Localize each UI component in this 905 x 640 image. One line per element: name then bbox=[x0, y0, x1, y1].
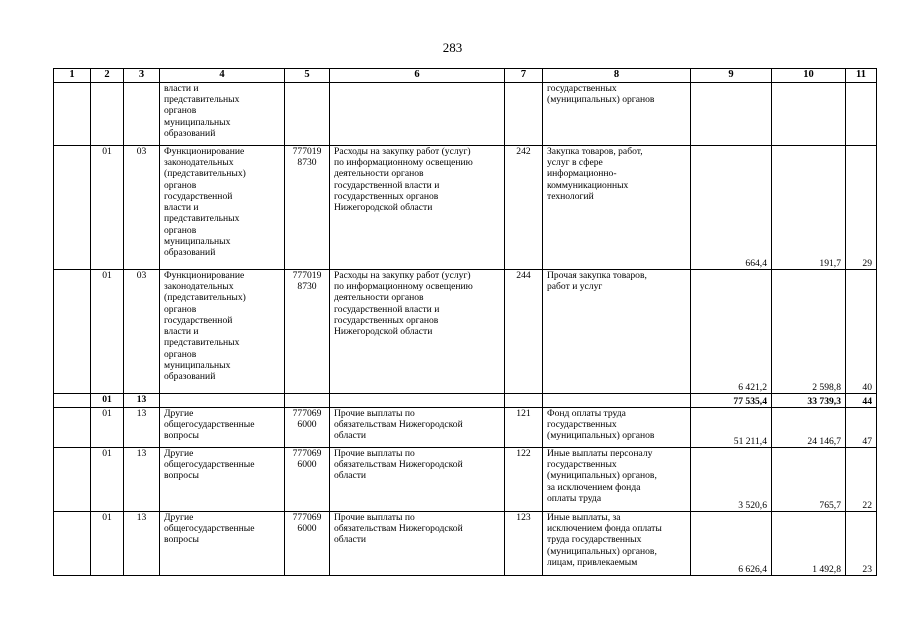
percent-value: 47 bbox=[846, 408, 877, 448]
amount-value: 77 535,4 bbox=[691, 394, 772, 408]
budget-table bbox=[53, 68, 877, 576]
column-header: 6 bbox=[330, 69, 505, 83]
percent-value: 40 bbox=[846, 270, 877, 394]
column-header: 2 bbox=[91, 69, 124, 83]
column-header: 1 bbox=[54, 69, 91, 83]
section-code: 01 bbox=[91, 408, 124, 448]
expense-type-name: Прочая закупка товаров, работ и услуг bbox=[543, 270, 691, 394]
subsection-name: Функционирование законодательных (представительных) органов государственной власти и представительных органов муниципальных образований bbox=[160, 146, 285, 270]
column-header: 3 bbox=[124, 69, 160, 83]
percent-value: 23 bbox=[846, 512, 877, 576]
expense-type-code bbox=[505, 394, 543, 408]
table-row bbox=[54, 408, 877, 448]
subsection-code: 13 bbox=[124, 394, 160, 408]
table-row bbox=[54, 448, 877, 512]
subsection-name: Функционирование законодательных (представительных) органов государственной власти и представительных органов муниципальных образований bbox=[160, 270, 285, 394]
column-header: 9 bbox=[691, 69, 772, 83]
section-code: 01 bbox=[91, 394, 124, 408]
subsection-code: 03 bbox=[124, 270, 160, 394]
expense-type-name: Иные выплаты, за исключением фонда оплаты труда государственных (муниципальных) органов, лицам, привлекаемым bbox=[543, 512, 691, 576]
target-article-name bbox=[330, 83, 505, 146]
expense-type-name: Фонд оплаты труда государственных (муниципальных) органов bbox=[543, 408, 691, 448]
cell bbox=[54, 512, 91, 576]
subsection-name: Другие общегосударственные вопросы bbox=[160, 512, 285, 576]
column-header: 4 bbox=[160, 69, 285, 83]
expense-type-code: 242 bbox=[505, 146, 543, 270]
amount-value: 664,4 bbox=[691, 146, 772, 270]
expense-type-code: 244 bbox=[505, 270, 543, 394]
target-article-code bbox=[285, 394, 330, 408]
target-article-name bbox=[330, 394, 505, 408]
cell bbox=[54, 408, 91, 448]
expense-type-code: 123 bbox=[505, 512, 543, 576]
cell bbox=[54, 448, 91, 512]
expense-type-name: Закупка товаров, работ, услуг в сфере информационно- коммуникационных технологий bbox=[543, 146, 691, 270]
amount-value: 191,7 bbox=[772, 146, 846, 270]
amount-value: 3 520,6 bbox=[691, 448, 772, 512]
expense-type-code: 122 bbox=[505, 448, 543, 512]
target-article-code bbox=[285, 83, 330, 146]
amount-value: 2 598,8 bbox=[772, 270, 846, 394]
amount-value: 51 211,4 bbox=[691, 408, 772, 448]
amount-value: 765,7 bbox=[772, 448, 846, 512]
column-header: 11 bbox=[846, 69, 877, 83]
cell bbox=[54, 394, 91, 408]
expense-type-name: государственных (муниципальных) органов bbox=[543, 83, 691, 146]
section-code: 01 bbox=[91, 270, 124, 394]
column-header: 8 bbox=[543, 69, 691, 83]
target-article-name: Расходы на закупку работ (услуг) по информационному освещению деятельности органов государственной власти и государственных органов Нижегородской области bbox=[330, 270, 505, 394]
target-article-code: 777019 8730 bbox=[285, 270, 330, 394]
subsection-name: Другие общегосударственные вопросы bbox=[160, 448, 285, 512]
section-code: 01 bbox=[91, 512, 124, 576]
page-number: 283 bbox=[442, 40, 463, 55]
target-article-name: Прочие выплаты по обязательствам Нижегородской области bbox=[330, 512, 505, 576]
subtotal-row bbox=[54, 394, 877, 408]
column-header: 10 bbox=[772, 69, 846, 83]
section-code bbox=[91, 83, 124, 146]
expense-type-name: Иные выплаты персоналу государственных (муниципальных) органов, за исключением фонда оплаты труда bbox=[543, 448, 691, 512]
subsection-name: власти и представительных органов муниципальных образований bbox=[160, 83, 285, 146]
cell bbox=[54, 83, 91, 146]
column-header: 5 bbox=[285, 69, 330, 83]
percent-value: 22 bbox=[846, 448, 877, 512]
header-row bbox=[54, 69, 877, 83]
column-header: 7 bbox=[505, 69, 543, 83]
percent-value: 29 bbox=[846, 146, 877, 270]
section-code: 01 bbox=[91, 146, 124, 270]
expense-type-code: 121 bbox=[505, 408, 543, 448]
subsection-code: 13 bbox=[124, 512, 160, 576]
table-row bbox=[54, 146, 877, 270]
target-article-name: Прочие выплаты по обязательствам Нижегородской области bbox=[330, 448, 505, 512]
expense-type-code bbox=[505, 83, 543, 146]
percent-value bbox=[846, 83, 877, 146]
target-article-code: 777069 6000 bbox=[285, 512, 330, 576]
amount-value bbox=[772, 83, 846, 146]
subsection-name bbox=[160, 394, 285, 408]
amount-value: 6 421,2 bbox=[691, 270, 772, 394]
target-article-name: Расходы на закупку работ (услуг) по информационному освещению деятельности органов государственной власти и государственных органов Нижегородской области bbox=[330, 146, 505, 270]
cell bbox=[54, 146, 91, 270]
amount-value: 33 739,3 bbox=[772, 394, 846, 408]
percent-value: 44 bbox=[846, 394, 877, 408]
table-row bbox=[54, 83, 877, 146]
section-code: 01 bbox=[91, 448, 124, 512]
subsection-code: 13 bbox=[124, 408, 160, 448]
table-row bbox=[54, 270, 877, 394]
subsection-code bbox=[124, 83, 160, 146]
amount-value: 6 626,4 bbox=[691, 512, 772, 576]
table-row bbox=[54, 512, 877, 576]
target-article-code: 777069 6000 bbox=[285, 408, 330, 448]
amount-value: 24 146,7 bbox=[772, 408, 846, 448]
amount-value bbox=[691, 83, 772, 146]
subsection-code: 13 bbox=[124, 448, 160, 512]
amount-value: 1 492,8 bbox=[772, 512, 846, 576]
target-article-code: 777069 6000 bbox=[285, 448, 330, 512]
target-article-name: Прочие выплаты по обязательствам Нижегородской области bbox=[330, 408, 505, 448]
target-article-code: 777019 8730 bbox=[285, 146, 330, 270]
cell bbox=[54, 270, 91, 394]
subsection-code: 03 bbox=[124, 146, 160, 270]
expense-type-name bbox=[543, 394, 691, 408]
subsection-name: Другие общегосударственные вопросы bbox=[160, 408, 285, 448]
